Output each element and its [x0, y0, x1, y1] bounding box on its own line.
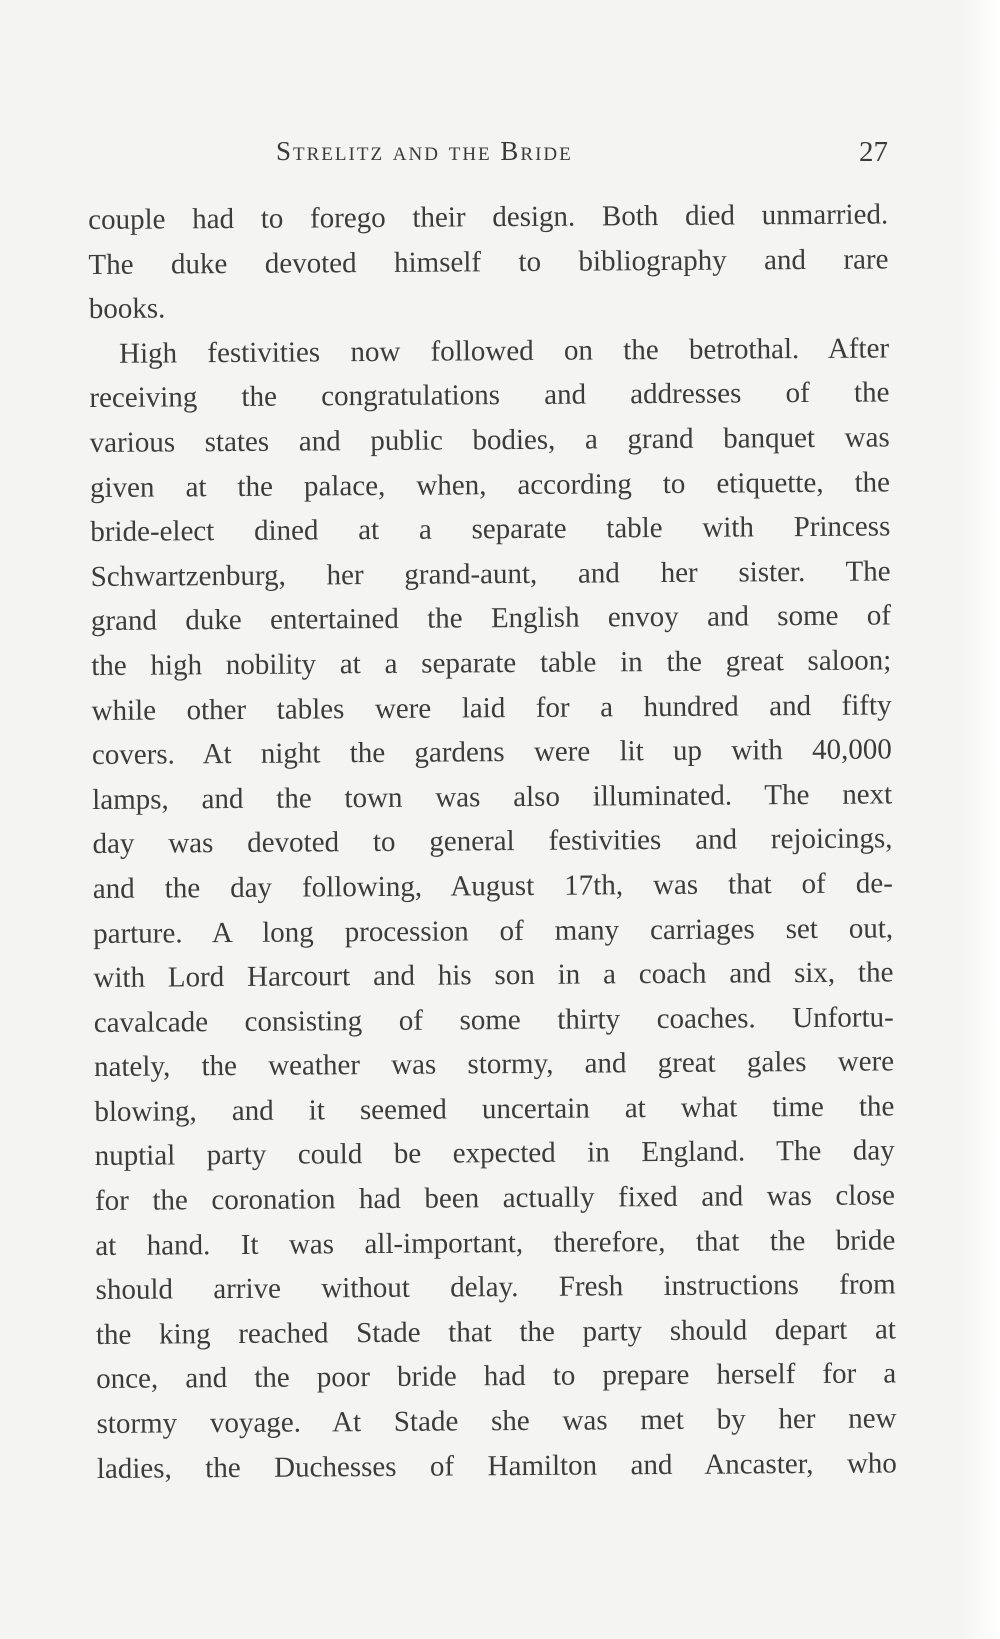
text-line: at hand. It was all-important, therefore, that the bride — [95, 1224, 896, 1262]
text-line: the high nobility at a separate table in the great saloon; — [91, 644, 892, 682]
text-line: while other tables were laid for a hundred and fifty — [91, 688, 892, 727]
text-line: once, and the poor bride had to prepare herself for a — [96, 1357, 897, 1396]
text-line: blowing, and it seemed uncertain at what time the — [94, 1090, 895, 1128]
text-line: High festivities now followed on the betrothal. After — [118, 332, 890, 370]
text-line: Schwartzenburg, her grand-aunt, and her sister. The — [90, 555, 891, 593]
page-edge — [960, 0, 1000, 1639]
text-line: day was devoted to general festivities and rejoicings, — [92, 822, 893, 861]
text-line: lamps, and the town was also illuminated. The next — [92, 778, 893, 816]
text-line: parture. A long procession of many carriages set out, — [93, 911, 894, 950]
running-head — [88, 136, 888, 176]
text-line: nately, the weather was stormy, and great gales were — [93, 1045, 895, 1084]
text-line: and the day following, August 17th, was that of de- — [92, 867, 893, 905]
text-line: grand duke entertained the English envoy and some of — [90, 599, 892, 638]
text-line: nuptial party could be expected in England. The day — [94, 1134, 895, 1173]
text-line: should arrive without delay. Fresh instructions from — [95, 1268, 896, 1307]
text-line: couple had to forego their design. Both died unmarried. — [88, 198, 889, 236]
text-line: receiving the congratulations and addresses of the — [89, 376, 890, 415]
body-text — [88, 192, 897, 1491]
text-line: the king reached Stade that the party should depart at — [95, 1313, 897, 1351]
text-line: ladies, the Duchesses of Hamilton and Ancaster, who — [96, 1447, 897, 1485]
text-line: books. — [88, 292, 166, 326]
text-line: covers. At night the gardens were lit up with 40,000 — [91, 733, 892, 772]
text-line: with Lord Harcourt and his son in a coach and six, the — [93, 956, 894, 995]
text-line: for the coronation had been actually fixed and was close — [94, 1179, 896, 1218]
text-line: cavalcade consisting of some thirty coaches. Unfortu- — [93, 1001, 894, 1039]
text-line: The duke devoted himself to bibliography and rare — [88, 243, 889, 281]
text-line: bride-elect dined at a separate table with Princess — [90, 510, 891, 549]
text-line: various states and public bodies, a grand banquet was — [89, 421, 890, 459]
text-line: given at the palace, when, according to etiquette, the — [89, 465, 891, 504]
running-title: Strelitz and the Bride — [276, 136, 573, 166]
text-line: stormy voyage. At Stade she was met by her new — [96, 1402, 897, 1441]
page-number: 27 — [859, 136, 888, 168]
